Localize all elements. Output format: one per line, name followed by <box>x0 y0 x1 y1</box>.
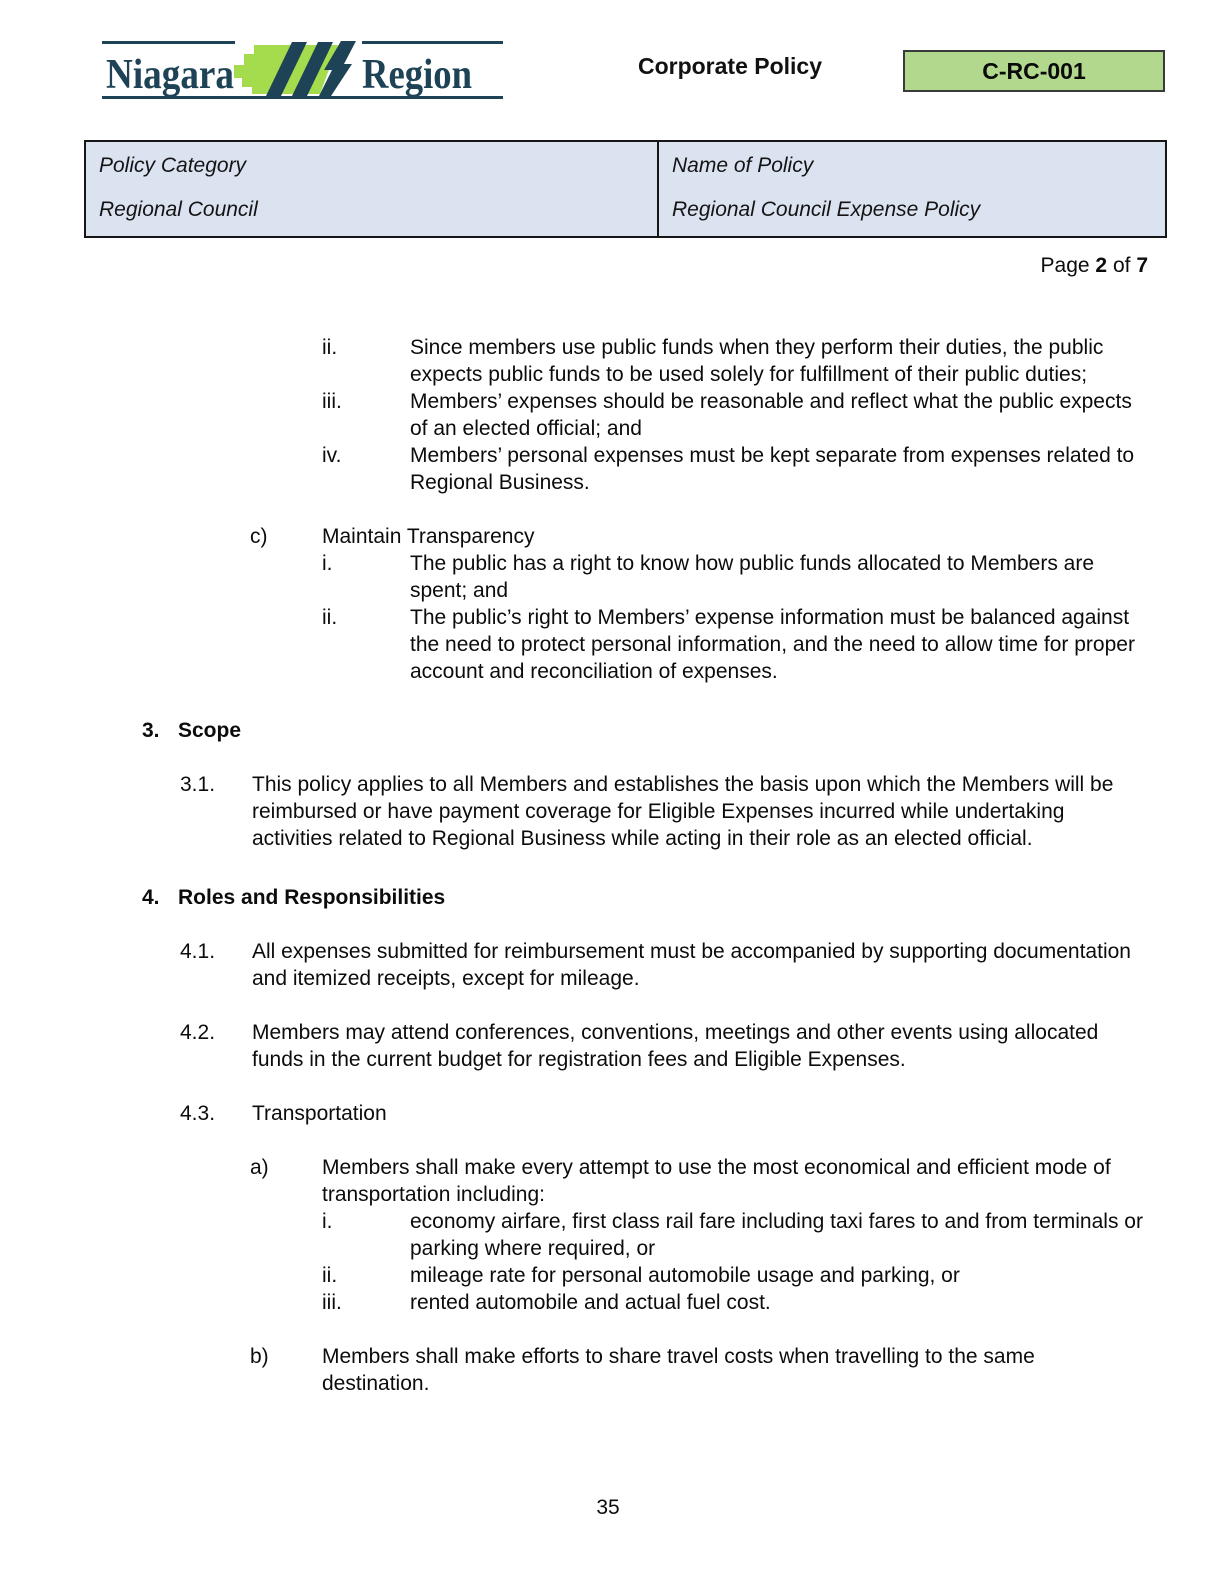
policy-category-cell <box>86 142 657 236</box>
page-current: 2 <box>1095 254 1108 277</box>
list-text: economy airfare, first class rail fare including taxi fares to and from terminals or parking where required, or <box>410 1210 1143 1260</box>
list-item-b <box>0 1343 1216 1397</box>
list-marker: a) <box>250 1156 269 1179</box>
clause-4-1 <box>0 938 1216 992</box>
document-type-title: Corporate Policy <box>637 53 823 79</box>
clause-number: 4.3. <box>180 1102 216 1125</box>
policy-category-label: Policy Category <box>99 154 247 177</box>
list-text: The public has a right to know how public funds allocated to Members are spent; and <box>410 552 1095 602</box>
policy-name-label: Name of Policy <box>672 154 814 177</box>
list-marker: ii. <box>322 1264 338 1287</box>
list-item-c-i <box>0 550 1216 604</box>
section-number: 4. <box>142 886 160 909</box>
list-item-a-ii <box>0 1262 1216 1289</box>
list-item-ii <box>0 334 1216 388</box>
clause-4-2 <box>0 1019 1216 1073</box>
section-title: Scope <box>178 719 242 742</box>
clause-text: All expenses submitted for reimbursement must be accompanied by supporting documentation and itemized receipts, except for mileage. <box>252 940 1131 990</box>
clause-4-3 <box>0 1100 1216 1127</box>
policy-name-value: Regional Council Expense Policy <box>672 198 981 221</box>
list-text: Maintain Transparency <box>322 525 535 548</box>
footer-page-number: 35 <box>596 1496 620 1519</box>
logo-rule-top-left <box>102 41 235 44</box>
page-indicator <box>1041 254 1148 278</box>
niagara-region-logo <box>100 34 505 106</box>
list-text: The public’s right to Members’ expense information must be balanced against the need to protect personal information, and the need to allow time for proper account and reconciliation of expenses. <box>410 606 1135 683</box>
logo-wordmark-right: Region <box>362 52 472 98</box>
list-text: Members’ expenses should be reasonable and reflect what the public expects of an elected official; and <box>410 390 1132 440</box>
list-text: mileage rate for personal automobile usage and parking, or <box>410 1264 960 1287</box>
list-item-c <box>0 523 1216 550</box>
list-text: Members shall make efforts to share travel costs when travelling to the same destination. <box>322 1345 1035 1395</box>
policy-code: C-RC-001 <box>982 57 1086 84</box>
list-item-a <box>0 1154 1216 1208</box>
list-item-iv <box>0 442 1216 496</box>
clause-text: This policy applies to all Members and establishes the basis upon which the Members will be reimbursed or have payment coverage for Eligible Expenses incurred while undertaking activities related to Regional Business while acting in their role as an elected official. <box>252 773 1114 850</box>
section-heading-roles <box>0 884 1216 911</box>
policy-category-value: Regional Council <box>99 198 258 221</box>
policy-name-cell <box>657 142 1165 236</box>
list-marker: iii. <box>322 1291 342 1314</box>
page-total: 7 <box>1136 254 1148 277</box>
logo-rule-top-right <box>362 41 503 44</box>
policy-code-badge <box>903 50 1165 92</box>
clause-number: 4.1. <box>180 940 216 963</box>
clause-number: 3.1. <box>180 773 216 796</box>
clause-number: 4.2. <box>180 1021 216 1044</box>
clause-text: Transportation <box>252 1102 387 1125</box>
list-text: Members shall make every attempt to use the most economical and efficient mode of transportation including: <box>322 1156 1111 1206</box>
list-marker: ii. <box>322 336 338 359</box>
section-title: Roles and Responsibilities <box>178 886 446 909</box>
list-marker: i. <box>322 552 333 575</box>
list-item-a-i <box>0 1208 1216 1262</box>
logo-wordmark-left: Niagara <box>106 52 234 98</box>
policy-meta-table <box>84 140 1167 238</box>
list-marker: b) <box>250 1345 269 1368</box>
list-item-c-ii <box>0 604 1216 685</box>
policy-body <box>0 334 1216 1397</box>
list-text: Members’ personal expenses must be kept separate from expenses related to Regional Business. <box>410 444 1135 494</box>
list-marker: ii. <box>322 606 338 629</box>
list-marker: iv. <box>322 444 342 467</box>
page-word: Page <box>1040 254 1090 277</box>
section-number: 3. <box>142 719 160 742</box>
of-word: of <box>1112 254 1131 277</box>
list-text: Since members use public funds when they perform their duties, the public expects public funds to be used solely for fulfillment of their public duties; <box>410 336 1104 386</box>
clause-text: Members may attend conferences, conventions, meetings and other events using allocated funds in the current budget for registration fees and Eligible Expenses. <box>252 1021 1099 1071</box>
list-text: rented automobile and actual fuel cost. <box>410 1291 771 1314</box>
list-marker: iii. <box>322 390 342 413</box>
list-item-iii <box>0 388 1216 442</box>
clause-3-1 <box>0 771 1216 852</box>
section-heading-scope <box>0 717 1216 744</box>
list-item-a-iii <box>0 1289 1216 1316</box>
list-marker: i. <box>322 1210 333 1233</box>
list-marker: c) <box>250 525 268 548</box>
